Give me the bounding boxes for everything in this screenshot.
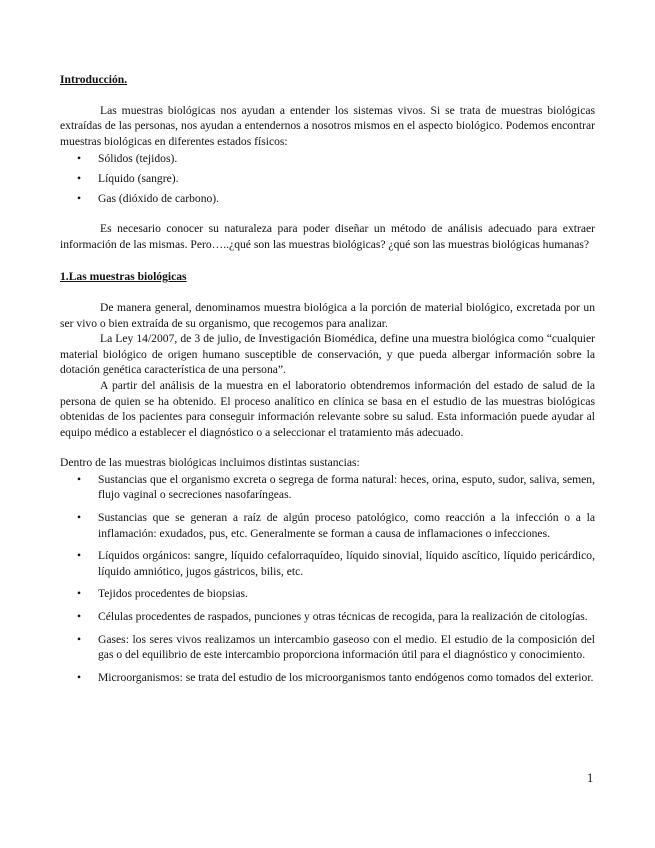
section-1-paragraph-3: A partir del análisis de la muestra en el laboratorio obtendremos información del estado de salud de la persona de quien se ha obtenido. El proceso analítico en clínica se basa en el estudio de las muestras biológicas obtenidas de los pacientes para conseguir información relevante sobre su salud. Esta información puede ayudar al equipo médico a establecer el diagnóstico o a seleccionar el tratamiento más adecuado. bbox=[60, 378, 595, 439]
intro-paragraph-2: Es necesario conocer su naturaleza para poder diseñar un método de análisis adecuado para extraer información de las mismas. Pero…..¿qué son las muestras biológicas? ¿qué son las muestras biológicas humanas? bbox=[60, 222, 595, 251]
list-item: • Sustancias que el organismo excreta o segrega de forma natural: heces, orina, esputo, sudor, saliva, semen, flujo vaginal o secreciones nasofaríngeas. bbox=[77, 472, 595, 502]
list-item: • Tejidos procedentes de biopsias. bbox=[77, 587, 248, 601]
bullet-icon: • bbox=[77, 670, 82, 684]
section-1-paragraph-2: La Ley 14/2007, de 3 de julio, de Investigación Biomédica, define una muestra biológica como “cualquier material biológico de origen humano susceptible de conservación, y que pueda albergar información sobre la dotación genética característica de una persona”. bbox=[60, 332, 595, 377]
document-page bbox=[60, 60, 595, 685]
substances-list bbox=[60, 472, 595, 686]
section-1-heading: 1.Las muestras biológicas bbox=[60, 270, 187, 284]
bullet-icon: • bbox=[77, 549, 82, 563]
list-item: • Sustancias que se generan a raíz de algún proceso patológico, como reacción a la infección o a la inflamación: exudados, pus, etc. Generalmente se forman a causa de inflamaciones o infecciones. bbox=[77, 511, 595, 540]
bullet-icon: • bbox=[77, 587, 82, 601]
list-item: • Gas (dióxido de carbono). bbox=[77, 191, 220, 205]
bullet-icon: • bbox=[77, 610, 82, 624]
bullet-icon: • bbox=[77, 191, 82, 205]
section-1-paragraph-1: De manera general, denominamos muestra biológica a la porción de material biológico, excretada por un ser vivo o bien extraída de su organismo, que recogemos para analizar. bbox=[60, 300, 595, 330]
bullet-icon: • bbox=[77, 632, 82, 646]
bullet-icon: • bbox=[77, 152, 82, 166]
list-item: • Líquidos orgánicos: sangre, líquido cefalorraquídeo, líquido sinovial, líquido ascítico, líquido pericárdico, líquido amniótico, jugos gástricos, bilis, etc. bbox=[77, 549, 595, 578]
list-item: • Gases: los seres vivos realizamos un intercambio gaseoso con el medio. El estudio de la composición del gas o del equilibrio de este intercambio proporciona información útil para el diagnóstico y conocimiento. bbox=[77, 632, 595, 662]
states-list bbox=[60, 151, 595, 206]
list-item: • Líquido (sangre). bbox=[77, 171, 179, 185]
intro-heading: Introducción. bbox=[60, 73, 128, 86]
intro-paragraph-1: Las muestras biológicas nos ayudan a entender los sistemas vivos. Si se trata de muestras biológicas extraídas de las personas, nos ayudan a entendernos a nosotros mismos en el aspecto biológico. Podemos encontrar muestras biológicas en diferentes estados físicos: bbox=[60, 103, 595, 148]
bullet-icon: • bbox=[77, 472, 82, 486]
bullet-icon: • bbox=[77, 171, 82, 185]
list-item: • Células procedentes de raspados, punciones y otras técnicas de recogida, para la realización de citologías. bbox=[77, 610, 588, 624]
substances-intro: Dentro de las muestras biológicas incluimos distintas sustancias: bbox=[60, 456, 360, 470]
bullet-icon: • bbox=[77, 511, 82, 525]
list-item: • Microorganismos: se trata del estudio de los microorganismos tanto endógenos como tomados del exterior. bbox=[77, 670, 594, 684]
list-item: • Sólidos (tejidos). bbox=[77, 152, 178, 166]
page-number: 1 bbox=[587, 771, 594, 785]
